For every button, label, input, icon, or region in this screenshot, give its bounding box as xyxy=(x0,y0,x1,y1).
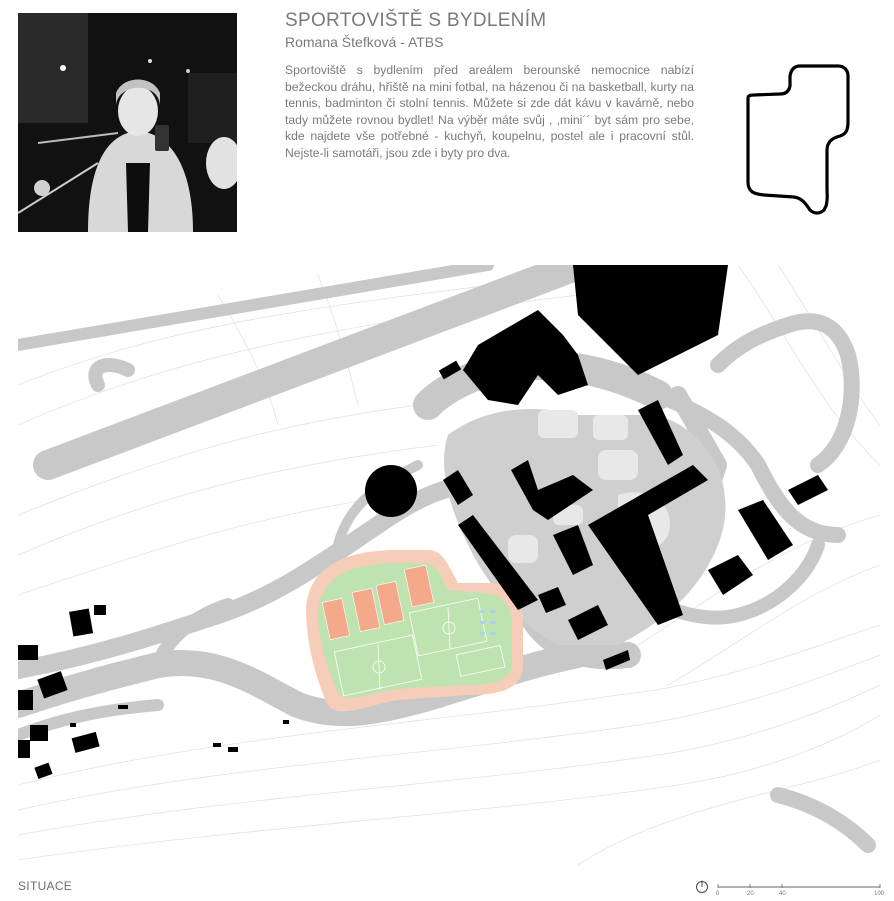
site-plan-map xyxy=(18,265,880,872)
scale-label-100: 100 xyxy=(874,891,885,897)
page-title: SPORTOVIŠTĚ S BYDLENÍM xyxy=(285,10,547,31)
north-arrow-icon xyxy=(695,880,709,894)
author-subtitle: Romana Štefková - ATBS xyxy=(285,34,444,50)
scale-label-20: 20 xyxy=(747,891,754,897)
project-description: Sportoviště s bydlením před areálem berounské nemocnice nabízí bežeckou dráhu, hřiště na mini fotbal, na házenou či na basketball, kurty na tennis, badminton či stolní tennis. Můžete si zde dát kávu v kavárně, nebo tady můžete rovnou bydlet! Na výběr máte svůj , ,mini´´ byt sám pro sebe, kde najdete vše potřebné - kuchyň, koupelnu, postel ale i pracovní stůl. Nejste-li samotáři, jsou zde i byty pro dva. xyxy=(285,63,694,160)
scale-label-40: 40 xyxy=(779,891,786,897)
site-outline-icon xyxy=(740,60,852,218)
scale-bar xyxy=(716,881,888,901)
plan-caption: SITUACE xyxy=(18,879,73,893)
scale-label-0: 0 xyxy=(716,891,720,897)
portrait-photo xyxy=(18,13,237,232)
portrait-illustration xyxy=(18,13,237,232)
